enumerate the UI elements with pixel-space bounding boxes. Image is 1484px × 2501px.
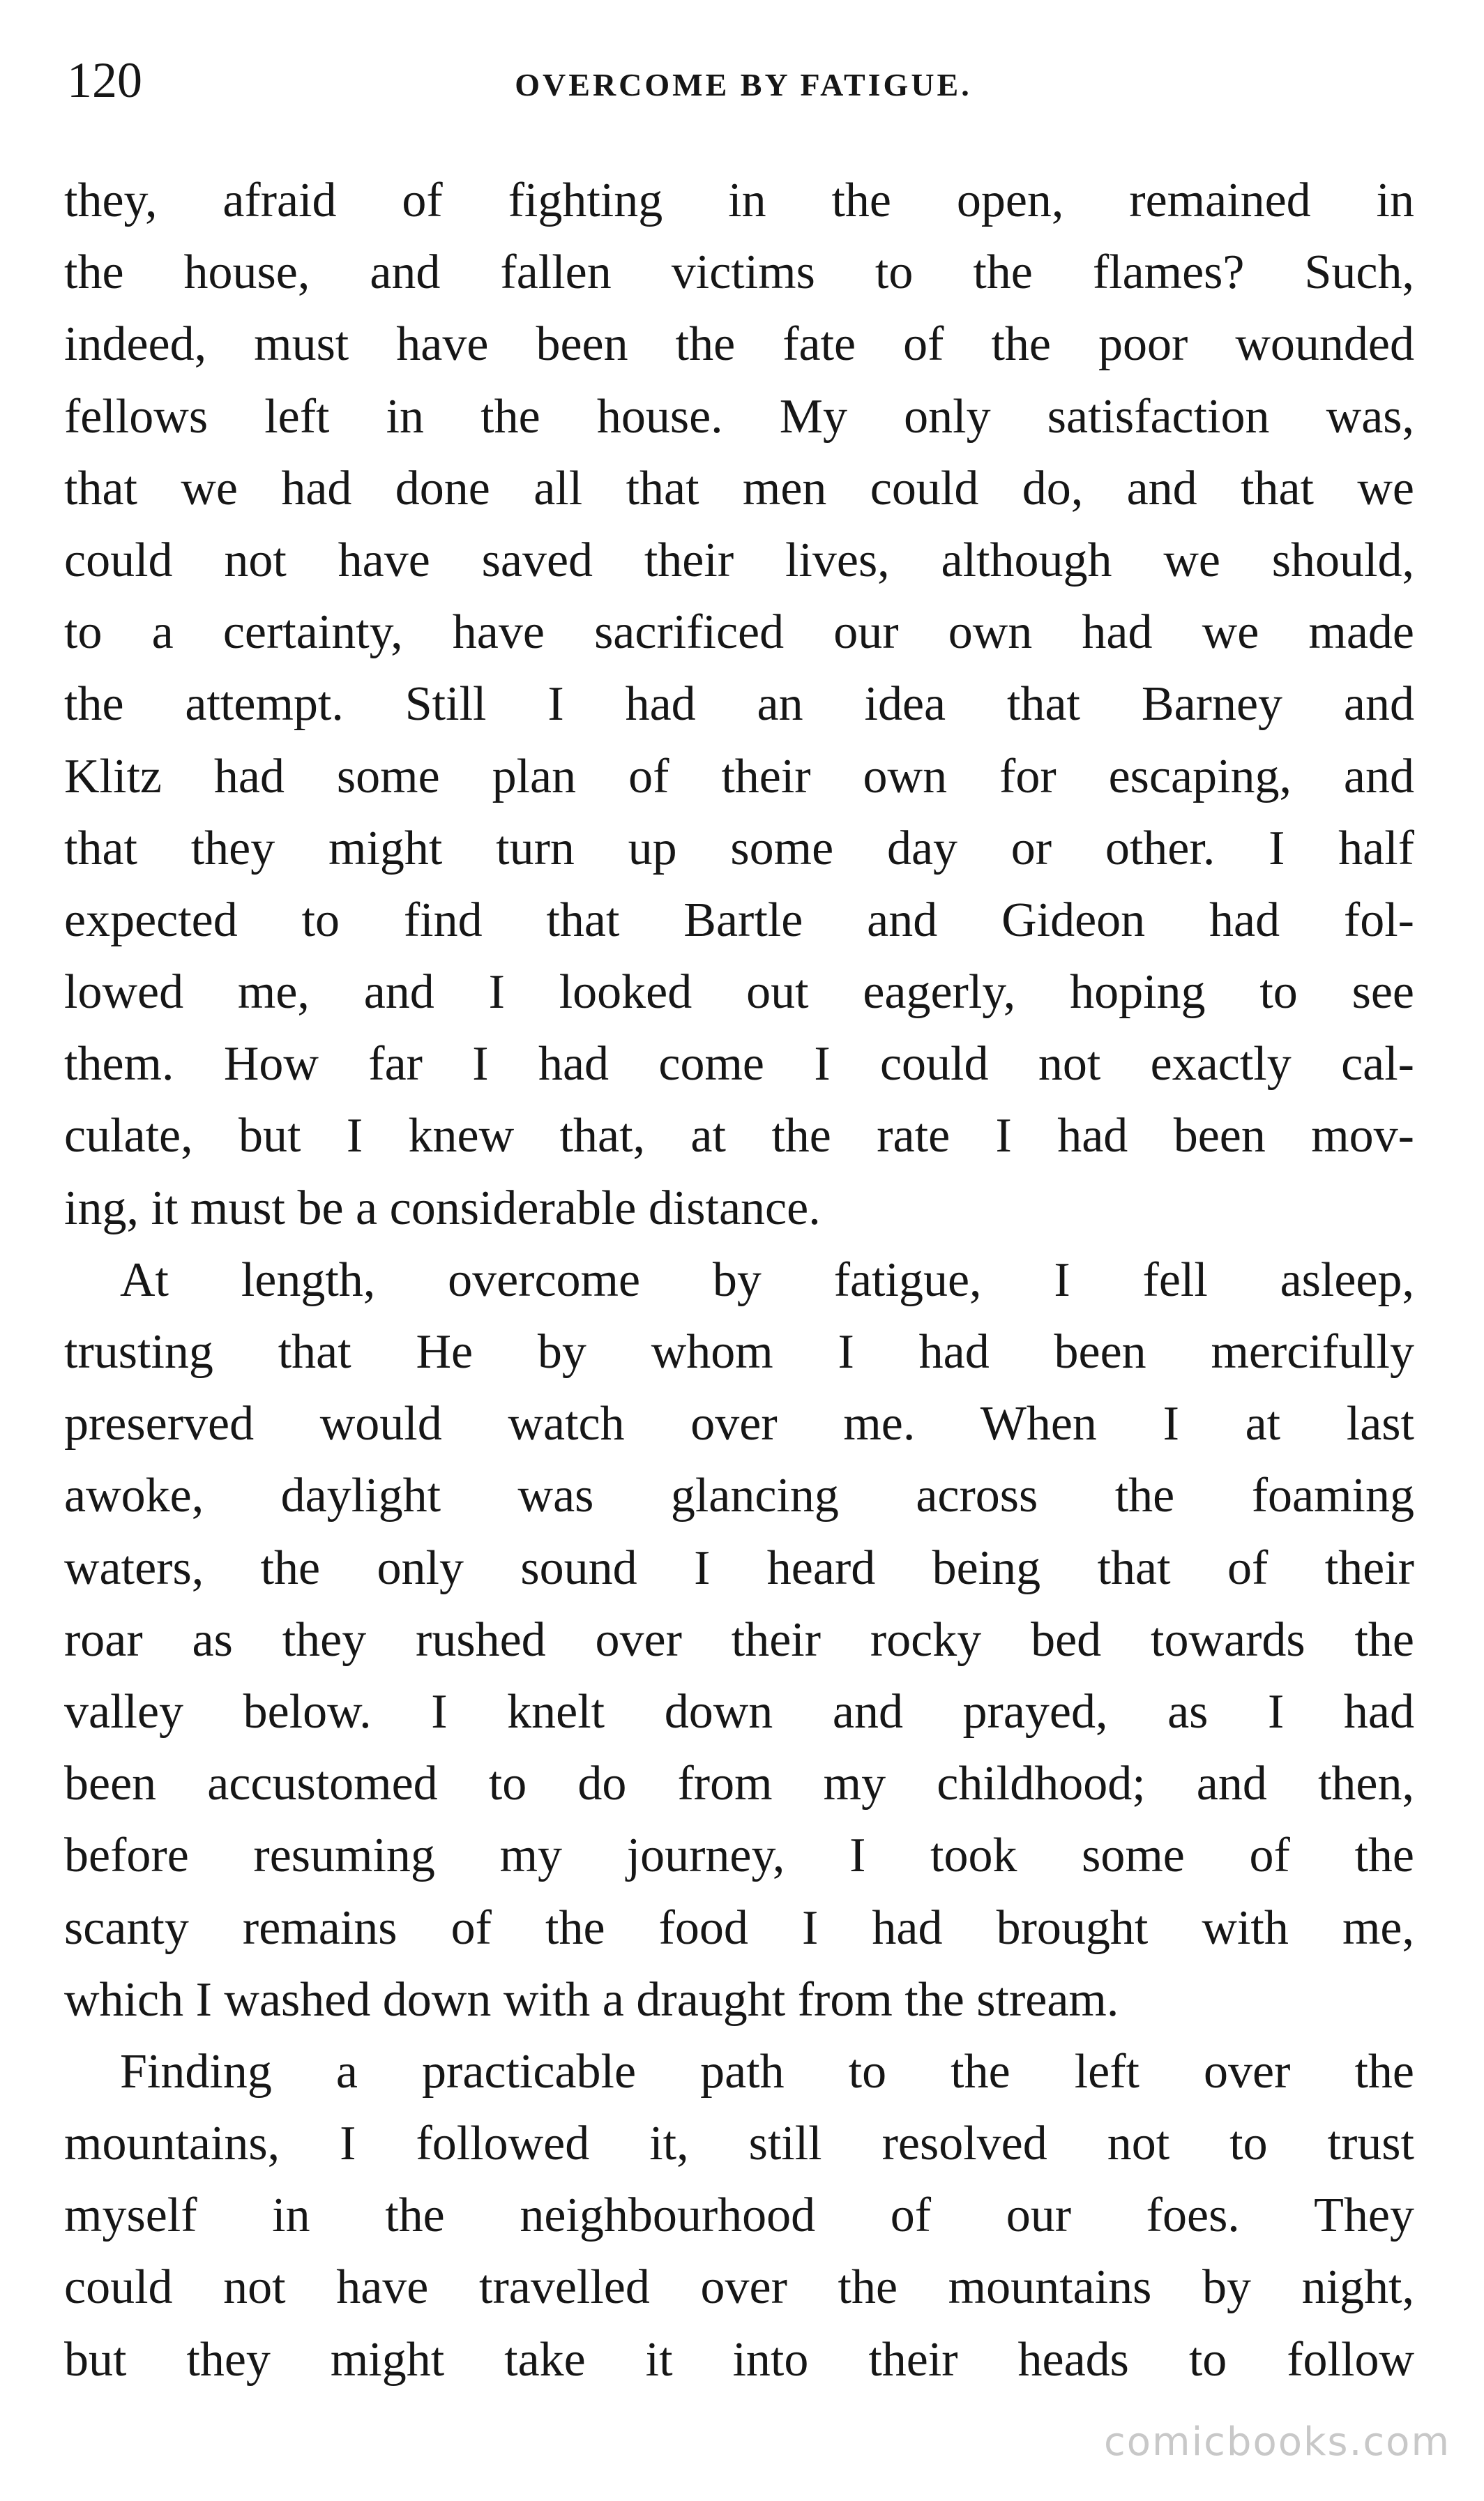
text-line: could not have travelled over the mountains by night, (64, 2260, 1414, 2315)
text-line: lowed me, and I looked out eagerly, hoping to see (64, 965, 1414, 1020)
text-line: that they might turn up some day or other. I half (64, 821, 1414, 875)
text-line: the attempt. Still I had an idea that Barney and (64, 677, 1414, 732)
text-line: preserved would watch over me. When I at last (64, 1397, 1414, 1451)
text-line: expected to find that Bartle and Gideon had fol- (64, 893, 1414, 947)
text-line: At length, overcome by fatigue, I fell asleep, (120, 1253, 1414, 1307)
text-line: which I washed down with a draught from the stream. (64, 1972, 1119, 2027)
paragraph (64, 165, 1414, 1244)
text-line: mountains, I followed it, still resolved not to trust (64, 2117, 1414, 2171)
paragraph (64, 2036, 1414, 2396)
text-line: culate, but I knew that, at the rate I had been mov- (64, 1109, 1414, 1163)
page-number: 120 (67, 52, 142, 108)
text-line: fellows left in the house. My only satisfaction was, (64, 389, 1414, 444)
text-line: them. How far I had come I could not exactly cal- (64, 1037, 1414, 1091)
text-line: could not have saved their lives, although we should, (64, 533, 1414, 587)
page-header (67, 43, 1420, 120)
text-line: valley below. I knelt down and prayed, as I had (64, 1684, 1414, 1739)
text-line: myself in the neighbourhood of our foes. They (64, 2189, 1414, 2243)
watermark: comicbooks.com (1103, 2419, 1451, 2465)
text-line: but they might take it into their heads to follow (64, 2332, 1414, 2387)
text-line: waters, the only sound I heard being that of their (64, 1541, 1414, 1595)
paragraph (64, 1244, 1414, 2036)
text-line: Klitz had some plan of their own for escaping, and (64, 749, 1414, 803)
text-line: been accustomed to do from my childhood; and then, (64, 1757, 1414, 1811)
text-line: the house, and fallen victims to the flames? Such, (64, 245, 1414, 300)
text-line: roar as they rushed over their rocky bed towards the (64, 1612, 1414, 1667)
body-text (64, 165, 1414, 2396)
text-line: awoke, daylight was glancing across the foaming (64, 1469, 1414, 1523)
text-line: they, afraid of fighting in the open, remained in (64, 174, 1414, 227)
text-line: Finding a practicable path to the left over the (120, 2044, 1414, 2099)
running-head: OVERCOME BY FATIGUE. (515, 67, 972, 103)
text-line: that we had done all that men could do, and that we (64, 461, 1414, 515)
text-line: trusting that He by whom I had been mercifully (64, 1325, 1414, 1379)
text-line: ing, it must be a considerable distance. (64, 1181, 821, 1235)
text-line: to a certainty, have sacrificed our own had we made (64, 605, 1414, 660)
text-line: indeed, must have been the fate of the poor wounded (64, 317, 1414, 372)
text-line: before resuming my journey, I took some of the (64, 1829, 1414, 1883)
text-line: scanty remains of the food I had brought with me, (64, 1901, 1414, 1955)
